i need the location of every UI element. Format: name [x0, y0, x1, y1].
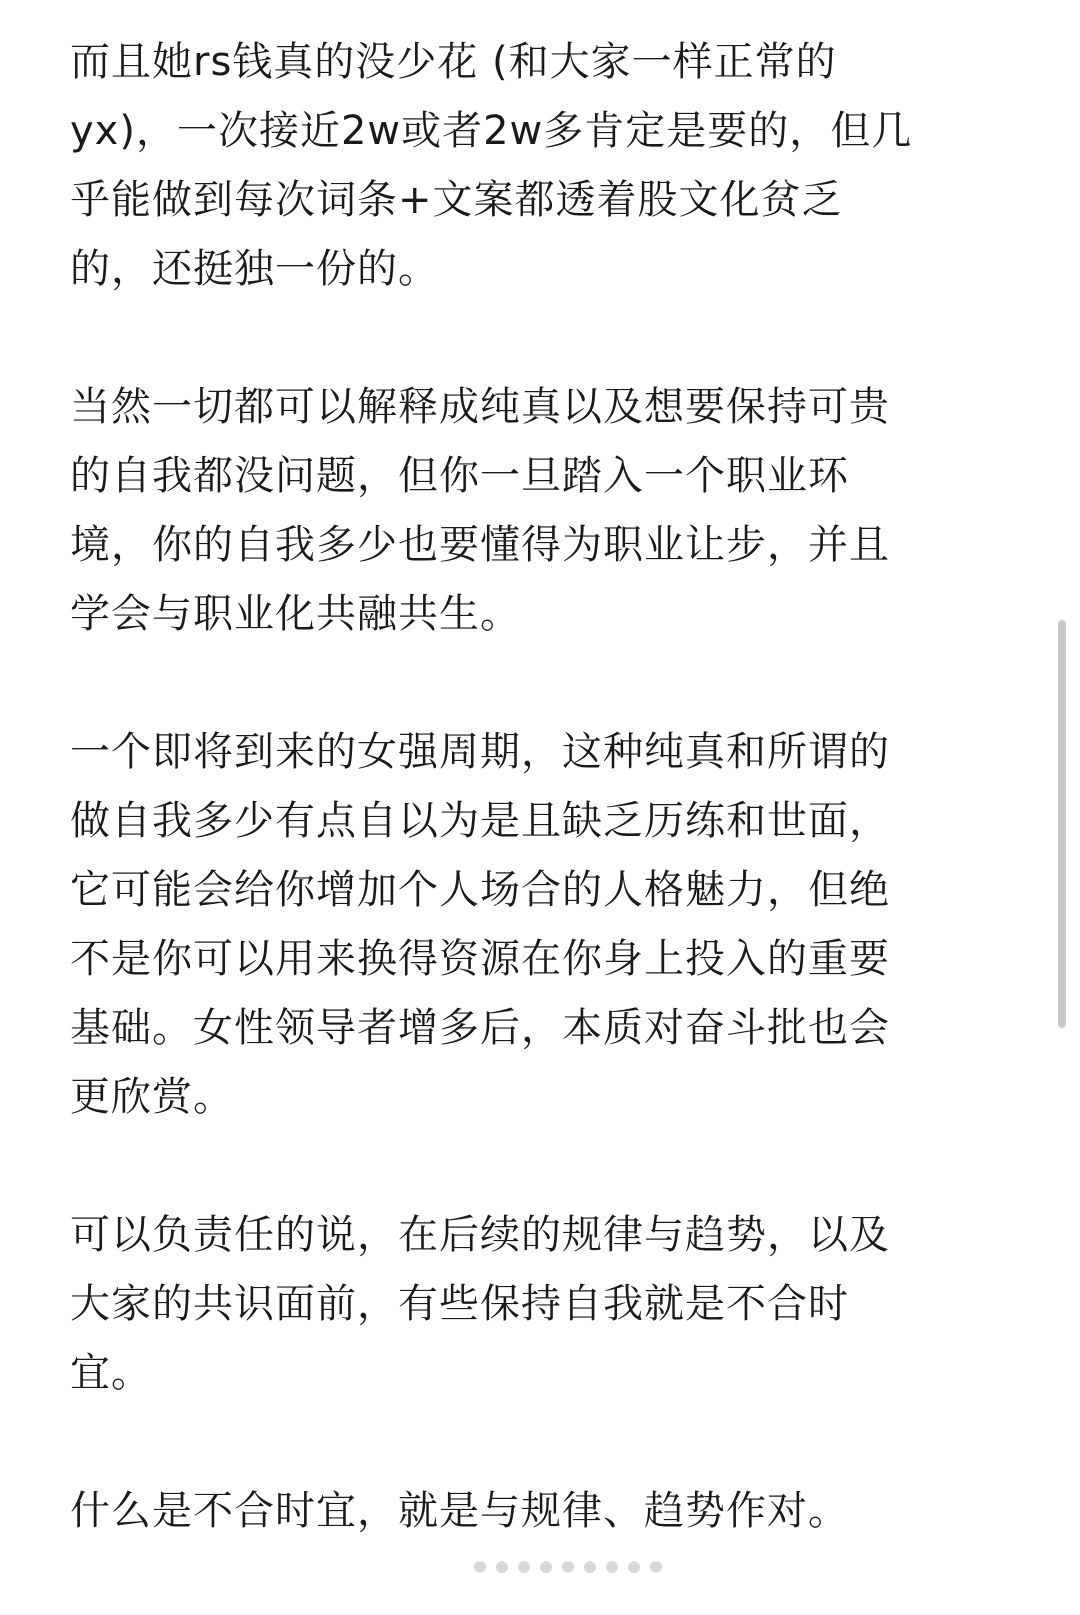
dot-icon — [562, 1561, 574, 1573]
dot-icon — [650, 1561, 662, 1573]
dot-icon — [584, 1561, 596, 1573]
dot-icon — [606, 1561, 618, 1573]
vertical-scrollbar[interactable] — [1058, 620, 1066, 1028]
paragraph-4: 可以负责任的说，在后续的规律与趋势，以及 大家的共识面前，有些保持自我就是不合时 宜。 — [70, 1212, 890, 1396]
dot-icon — [540, 1561, 552, 1573]
paragraph-5: 什么是不合时宜，就是与规律、趋势作对。 — [70, 1488, 849, 1534]
more-indicator — [474, 1561, 662, 1573]
paragraph-2: 当然一切都可以解释成纯真以及想要保持可贵 的自我都没问题，但你一旦踏入一个职业环 境，你的自我多少也要懂得为职业让步，并且 学会与职业化共融共生。 — [70, 384, 890, 637]
paragraph-3: 一个即将到来的女强周期，这种纯真和所谓的 做自我多少有点自以为是且缺乏历练和世面， 它可能会给你增加个人场合的人格魅力，但绝 不是你可以用来换得资源在你身上投入的重要 基础。女性领导者增多后，本质对奋斗批也会 更欣赏。 — [70, 729, 890, 1120]
dot-icon — [628, 1561, 640, 1573]
dot-icon — [496, 1561, 508, 1573]
paragraph-1: 而且她rs钱真的没少花 (和大家一样正常的 yx)，一次接近2w或者2w多肯定是要的，但几 乎能做到每次词条+文案都透着股文化贫乏 的，还挺独一份的。 — [70, 39, 913, 292]
dot-icon — [474, 1561, 486, 1573]
article-body — [70, 28, 1000, 1615]
dot-icon — [518, 1561, 530, 1573]
